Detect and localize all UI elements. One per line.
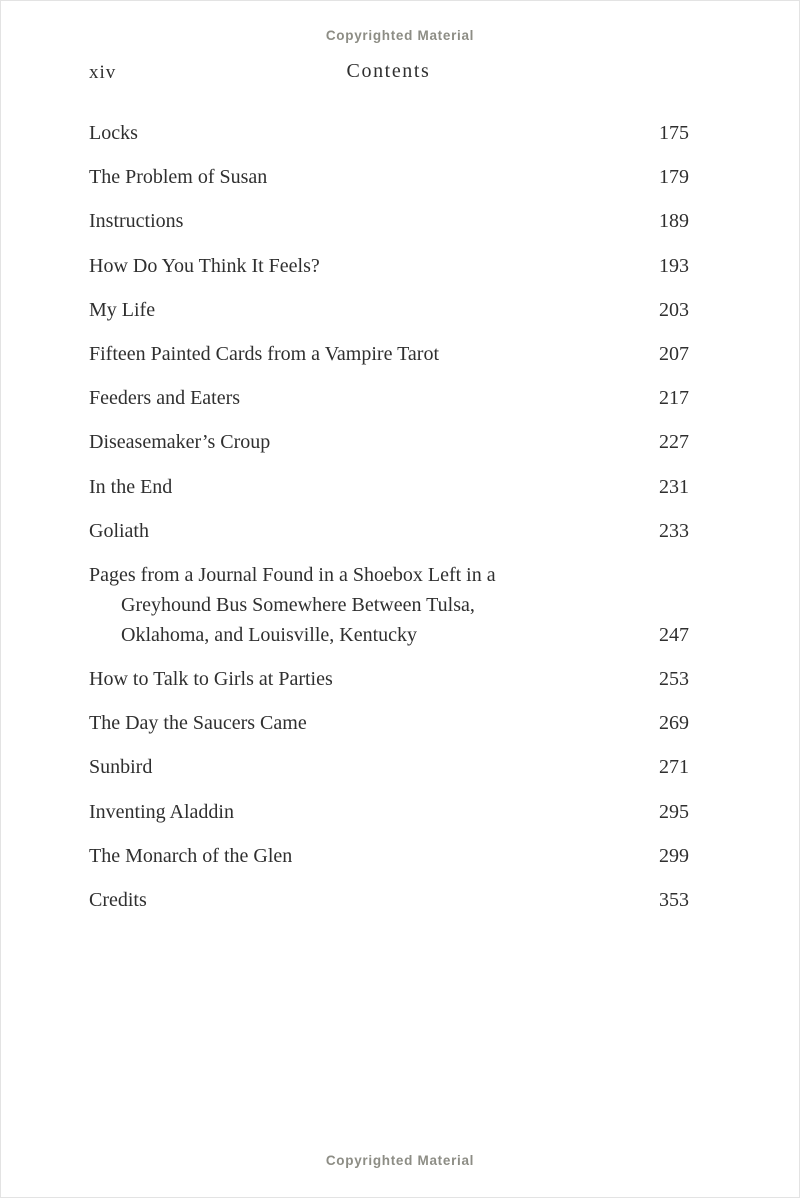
toc-entry-title-line: Feeders and Eaters [89, 387, 241, 410]
toc-entry-title [89, 206, 633, 236]
toc-list [89, 118, 689, 929]
toc-entry-title-line: The Problem of Susan [89, 166, 268, 189]
toc-entry-title-line: My Life [89, 298, 156, 321]
toc-entry-title-line: Inventing Aladdin [89, 800, 234, 823]
toc-entry-title-line: Diseasemaker’s Croup [89, 431, 271, 454]
toc-entry [89, 427, 689, 457]
toc-entry [89, 560, 689, 650]
toc-entry-title-line: How to Talk to Girls at Parties [89, 668, 333, 691]
toc-entry [89, 118, 689, 148]
toc-entry-title-line: Instructions [89, 210, 184, 233]
toc-entry-page-number: 179 [659, 166, 689, 189]
copyright-notice-bottom: Copyrighted Material [325, 1153, 475, 1168]
toc-entry-title-line: Credits [89, 889, 147, 911]
toc-entry-title [89, 472, 633, 502]
toc-entry-title [89, 162, 633, 192]
toc-entry-title [89, 383, 633, 413]
toc-entry-title [89, 797, 633, 827]
toc-entry-page-number: 203 [659, 298, 689, 321]
toc-entry-title [89, 339, 633, 369]
toc-entry-title [89, 295, 633, 325]
toc-entry [89, 797, 689, 827]
toc-entry [89, 383, 689, 413]
toc-entry [89, 841, 689, 871]
toc-entry-title [89, 251, 633, 281]
toc-entry-page-number: 269 [659, 712, 689, 735]
copyright-notice-top: Copyrighted Material [325, 28, 475, 43]
toc-entry-title [89, 118, 633, 148]
toc-entry [89, 472, 689, 502]
toc-entry-title [89, 885, 633, 915]
toc-entry-page-number: 247 [659, 623, 689, 646]
toc-entry [89, 251, 689, 281]
toc-entry-title-line: Pages from a Journal Found in a Shoebox Left in a [89, 563, 496, 586]
toc-entry-page-number: 231 [659, 475, 689, 498]
toc-entry-page-number: 353 [659, 889, 689, 911]
toc-entry-page-number: 217 [659, 387, 689, 410]
toc-entry-title-line: The Day the Saucers Came [89, 712, 307, 735]
toc-entry-page-number: 299 [659, 844, 689, 867]
toc-entry-page-number: 175 [659, 122, 689, 144]
toc-entry-title-line: Greyhound Bus Somewhere Between Tulsa, [121, 593, 475, 616]
toc-entry-title [89, 841, 633, 871]
page-title: Contents [346, 60, 431, 82]
toc-entry-page-number: 253 [659, 668, 689, 691]
toc-entry-page-number: 207 [659, 342, 689, 365]
toc-entry [89, 885, 689, 915]
toc-entry [89, 162, 689, 192]
toc-entry-title-line: Oklahoma, and Louisville, Kentucky [121, 623, 418, 646]
toc-entry-title [89, 427, 633, 457]
toc-entry-page-number: 295 [659, 800, 689, 823]
toc-entry [89, 206, 689, 236]
toc-entry-page-number: 227 [659, 431, 689, 454]
toc-entry-page-number: 271 [659, 756, 689, 779]
toc-entry-title [89, 664, 633, 694]
toc-entry [89, 295, 689, 325]
toc-entry [89, 339, 689, 369]
toc-entry-title-line: Fifteen Painted Cards from a Vampire Tarot [89, 342, 439, 365]
toc-entry [89, 708, 689, 738]
toc-entry-title-line: Sunbird [89, 756, 153, 779]
page-header [89, 60, 688, 86]
toc-entry-title [89, 560, 633, 650]
toc-entry-title-line: Locks [89, 122, 138, 144]
toc-entry [89, 664, 689, 694]
toc-entry-title-line: In the End [89, 475, 173, 498]
toc-entry-title [89, 752, 633, 782]
toc-entry-page-number: 193 [659, 254, 689, 277]
toc-entry-title-line: How Do You Think It Feels? [89, 254, 320, 277]
page-number-folio: xiv [89, 62, 117, 83]
toc-entry [89, 516, 689, 546]
toc-entry [89, 752, 689, 782]
toc-entry-title [89, 708, 633, 738]
toc-entry-title-line: The Monarch of the Glen [89, 844, 293, 867]
toc-entry-title [89, 516, 633, 546]
toc-entry-title-line: Goliath [89, 519, 149, 542]
toc-entry-page-number: 233 [659, 519, 689, 542]
toc-entry-page-number: 189 [659, 210, 689, 233]
